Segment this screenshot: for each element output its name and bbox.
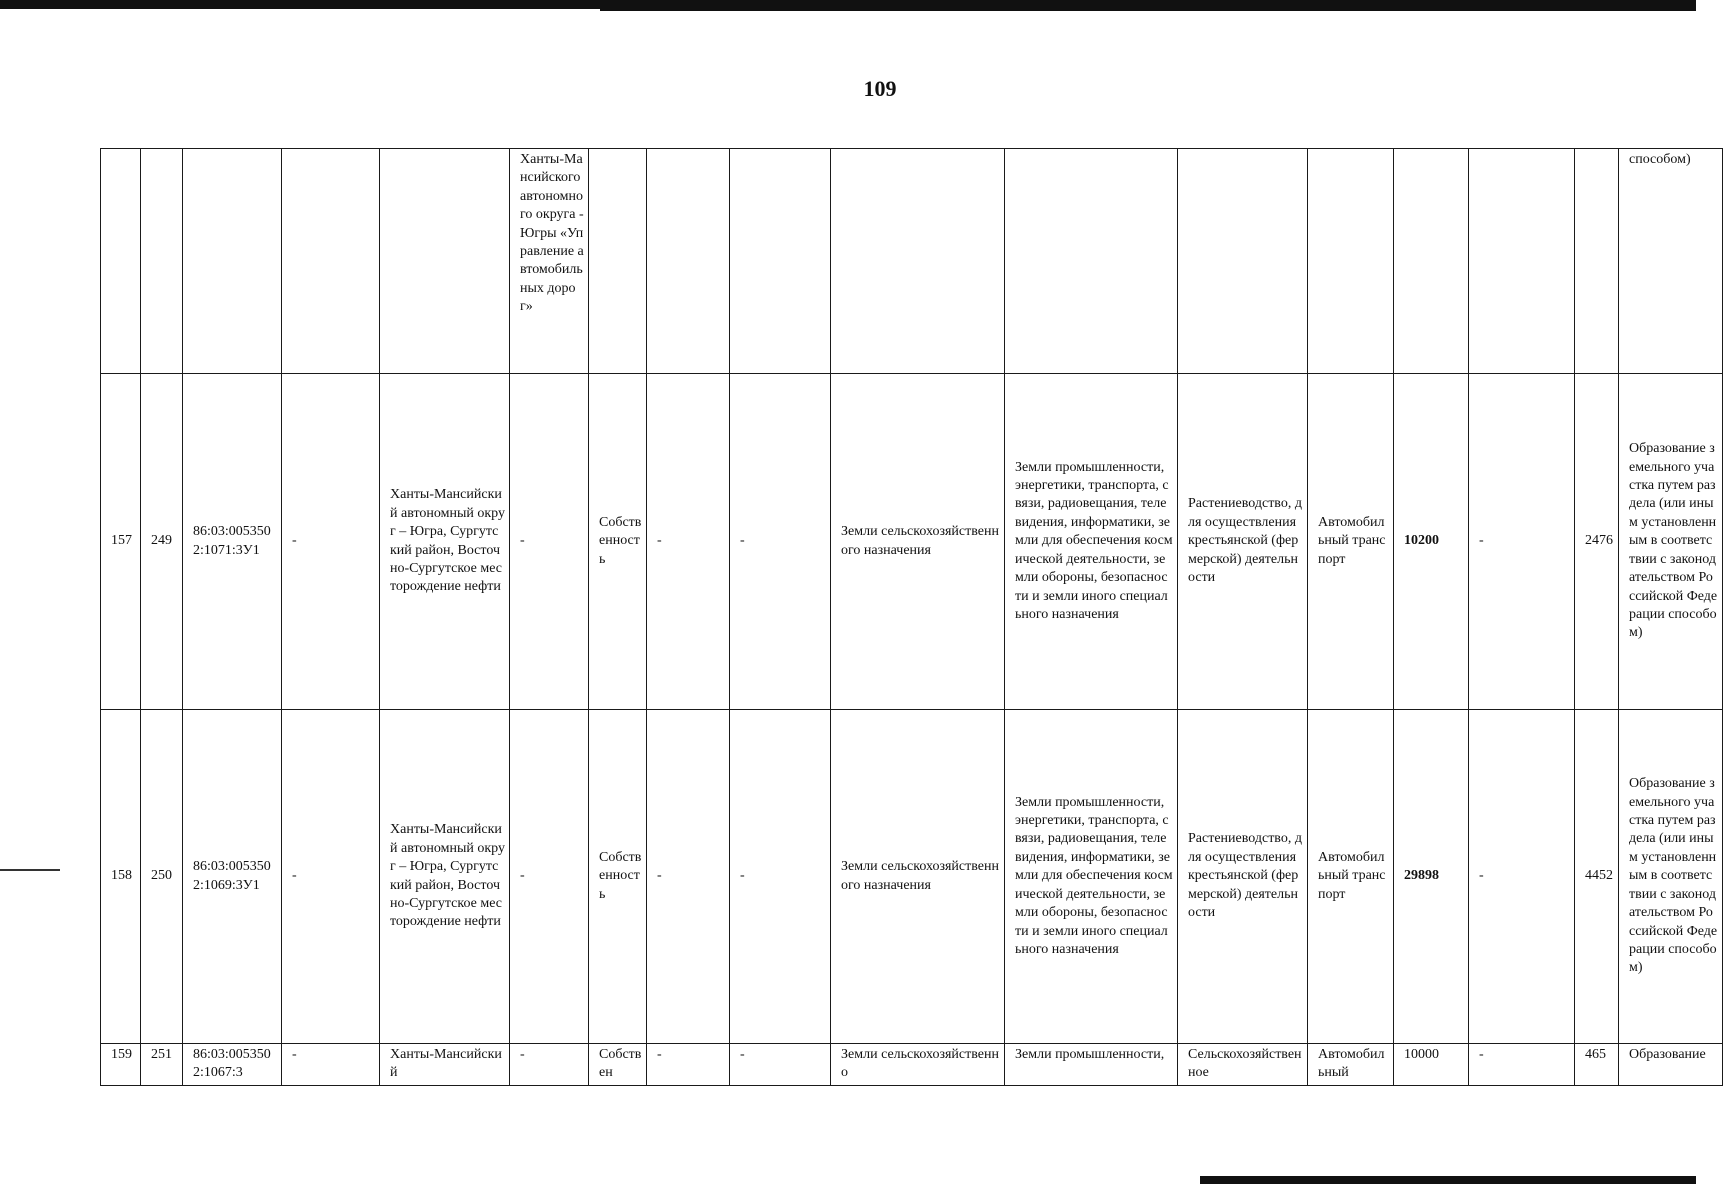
- cell: [1394, 149, 1469, 374]
- owner-cell: Ханты-Мансийского автономного округа - Югры «Управление автомобильных дорог»: [510, 149, 589, 374]
- cell: [183, 149, 282, 374]
- use-before: Сельскохозяйственное: [1178, 1044, 1308, 1086]
- sequence-number: 249: [141, 374, 183, 710]
- cell-dash: -: [510, 1044, 589, 1086]
- land-register-table: [100, 148, 1723, 1086]
- cell-dash: -: [647, 1044, 730, 1086]
- cell: [380, 149, 510, 374]
- basis: Образование земельного участка путем раздела (или иным установленным в соответствии с законодательством Российской Федерации способом): [1619, 374, 1723, 710]
- cadastral-number: 86:03:0053502:1067:3: [183, 1044, 282, 1086]
- ownership-right: Собственность: [589, 710, 647, 1044]
- cell-dash: -: [1469, 710, 1575, 1044]
- cell: [1005, 149, 1178, 374]
- scan-bottom-border: [1200, 1176, 1696, 1184]
- table-row: [101, 1044, 1723, 1086]
- use-after: Автомобильный: [1308, 1044, 1394, 1086]
- cell-dash: -: [647, 710, 730, 1044]
- row-number: 159: [101, 1044, 141, 1086]
- basis: Образование земельного участка путем раздела (или иным установленным в соответствии с законодательством Российской Федерации способом): [1619, 710, 1723, 1044]
- cell: [1575, 149, 1619, 374]
- cell: [282, 149, 380, 374]
- location: Ханты-Мансийский автономный округ – Югра, Сургутский район, Восточно-Сургутское месторождение нефти: [380, 374, 510, 710]
- table-row: [101, 710, 1723, 1044]
- cell: [1178, 149, 1308, 374]
- cell-dash: -: [730, 374, 831, 710]
- cell: [730, 149, 831, 374]
- row-number: 157: [101, 374, 141, 710]
- value: 4452: [1575, 710, 1619, 1044]
- area: 10200: [1394, 374, 1469, 710]
- use-after: Автомобильный транспорт: [1308, 710, 1394, 1044]
- location: Ханты-Мансийский: [380, 1044, 510, 1086]
- cell: [589, 149, 647, 374]
- area: 10000: [1394, 1044, 1469, 1086]
- cell-dash: -: [1469, 374, 1575, 710]
- use-before: Растениеводство, для осуществления крестьянской (фермерской) деятельности: [1178, 374, 1308, 710]
- cell: [101, 149, 141, 374]
- category-after: Земли промышленности,: [1005, 1044, 1178, 1086]
- area: 29898: [1394, 710, 1469, 1044]
- cell-dash: -: [282, 374, 380, 710]
- cell: [1308, 149, 1394, 374]
- cell-dash: -: [282, 1044, 380, 1086]
- category-after: Земли промышленности, энергетики, транспорта, связи, радиовещания, телевидения, информатики, земли для обеспечения космической деятельности, земли обороны, безопасности и земли иного специального назначения: [1005, 710, 1178, 1044]
- row-number: 158: [101, 710, 141, 1044]
- cell-dash: -: [730, 1044, 831, 1086]
- cell-dash: -: [510, 374, 589, 710]
- cell-dash: -: [510, 710, 589, 1044]
- cadastral-number: 86:03:0053502:1071:3У1: [183, 374, 282, 710]
- scan-top-border-thick: [600, 0, 1696, 11]
- cell: [647, 149, 730, 374]
- value: 465: [1575, 1044, 1619, 1086]
- cell: [831, 149, 1005, 374]
- use-after: Автомобильный транспорт: [1308, 374, 1394, 710]
- use-before: Растениеводство, для осуществления крестьянской (фермерской) деятельности: [1178, 710, 1308, 1044]
- table-row: [101, 374, 1723, 710]
- cell-dash: -: [647, 374, 730, 710]
- value: 2476: [1575, 374, 1619, 710]
- cell-dash: -: [1469, 1044, 1575, 1086]
- cell: [141, 149, 183, 374]
- category-before: Земли сельскохозяйственно: [831, 1044, 1005, 1086]
- cell-dash: -: [282, 710, 380, 1044]
- location: Ханты-Мансийский автономный округ – Югра, Сургутский район, Восточно-Сургутское месторождение нефти: [380, 710, 510, 1044]
- category-before: Земли сельскохозяйственного назначения: [831, 710, 1005, 1044]
- cell-dash: -: [730, 710, 831, 1044]
- scan-artifact: [0, 869, 60, 871]
- basis-cell: способом): [1619, 149, 1723, 374]
- page-number: 109: [863, 76, 897, 101]
- cell: [1469, 149, 1575, 374]
- sequence-number: 250: [141, 710, 183, 1044]
- category-before: Земли сельскохозяйственного назначения: [831, 374, 1005, 710]
- ownership-right: Собствен: [589, 1044, 647, 1086]
- ownership-right: Собственность: [589, 374, 647, 710]
- sequence-number: 251: [141, 1044, 183, 1086]
- cadastral-number: 86:03:0053502:1069:3У1: [183, 710, 282, 1044]
- basis: Образование: [1619, 1044, 1723, 1086]
- table-row-continuation: [101, 149, 1723, 374]
- category-after: Земли промышленности, энергетики, транспорта, связи, радиовещания, телевидения, информатики, земли для обеспечения космической деятельности, земли обороны, безопасности и земли иного специального назначения: [1005, 374, 1178, 710]
